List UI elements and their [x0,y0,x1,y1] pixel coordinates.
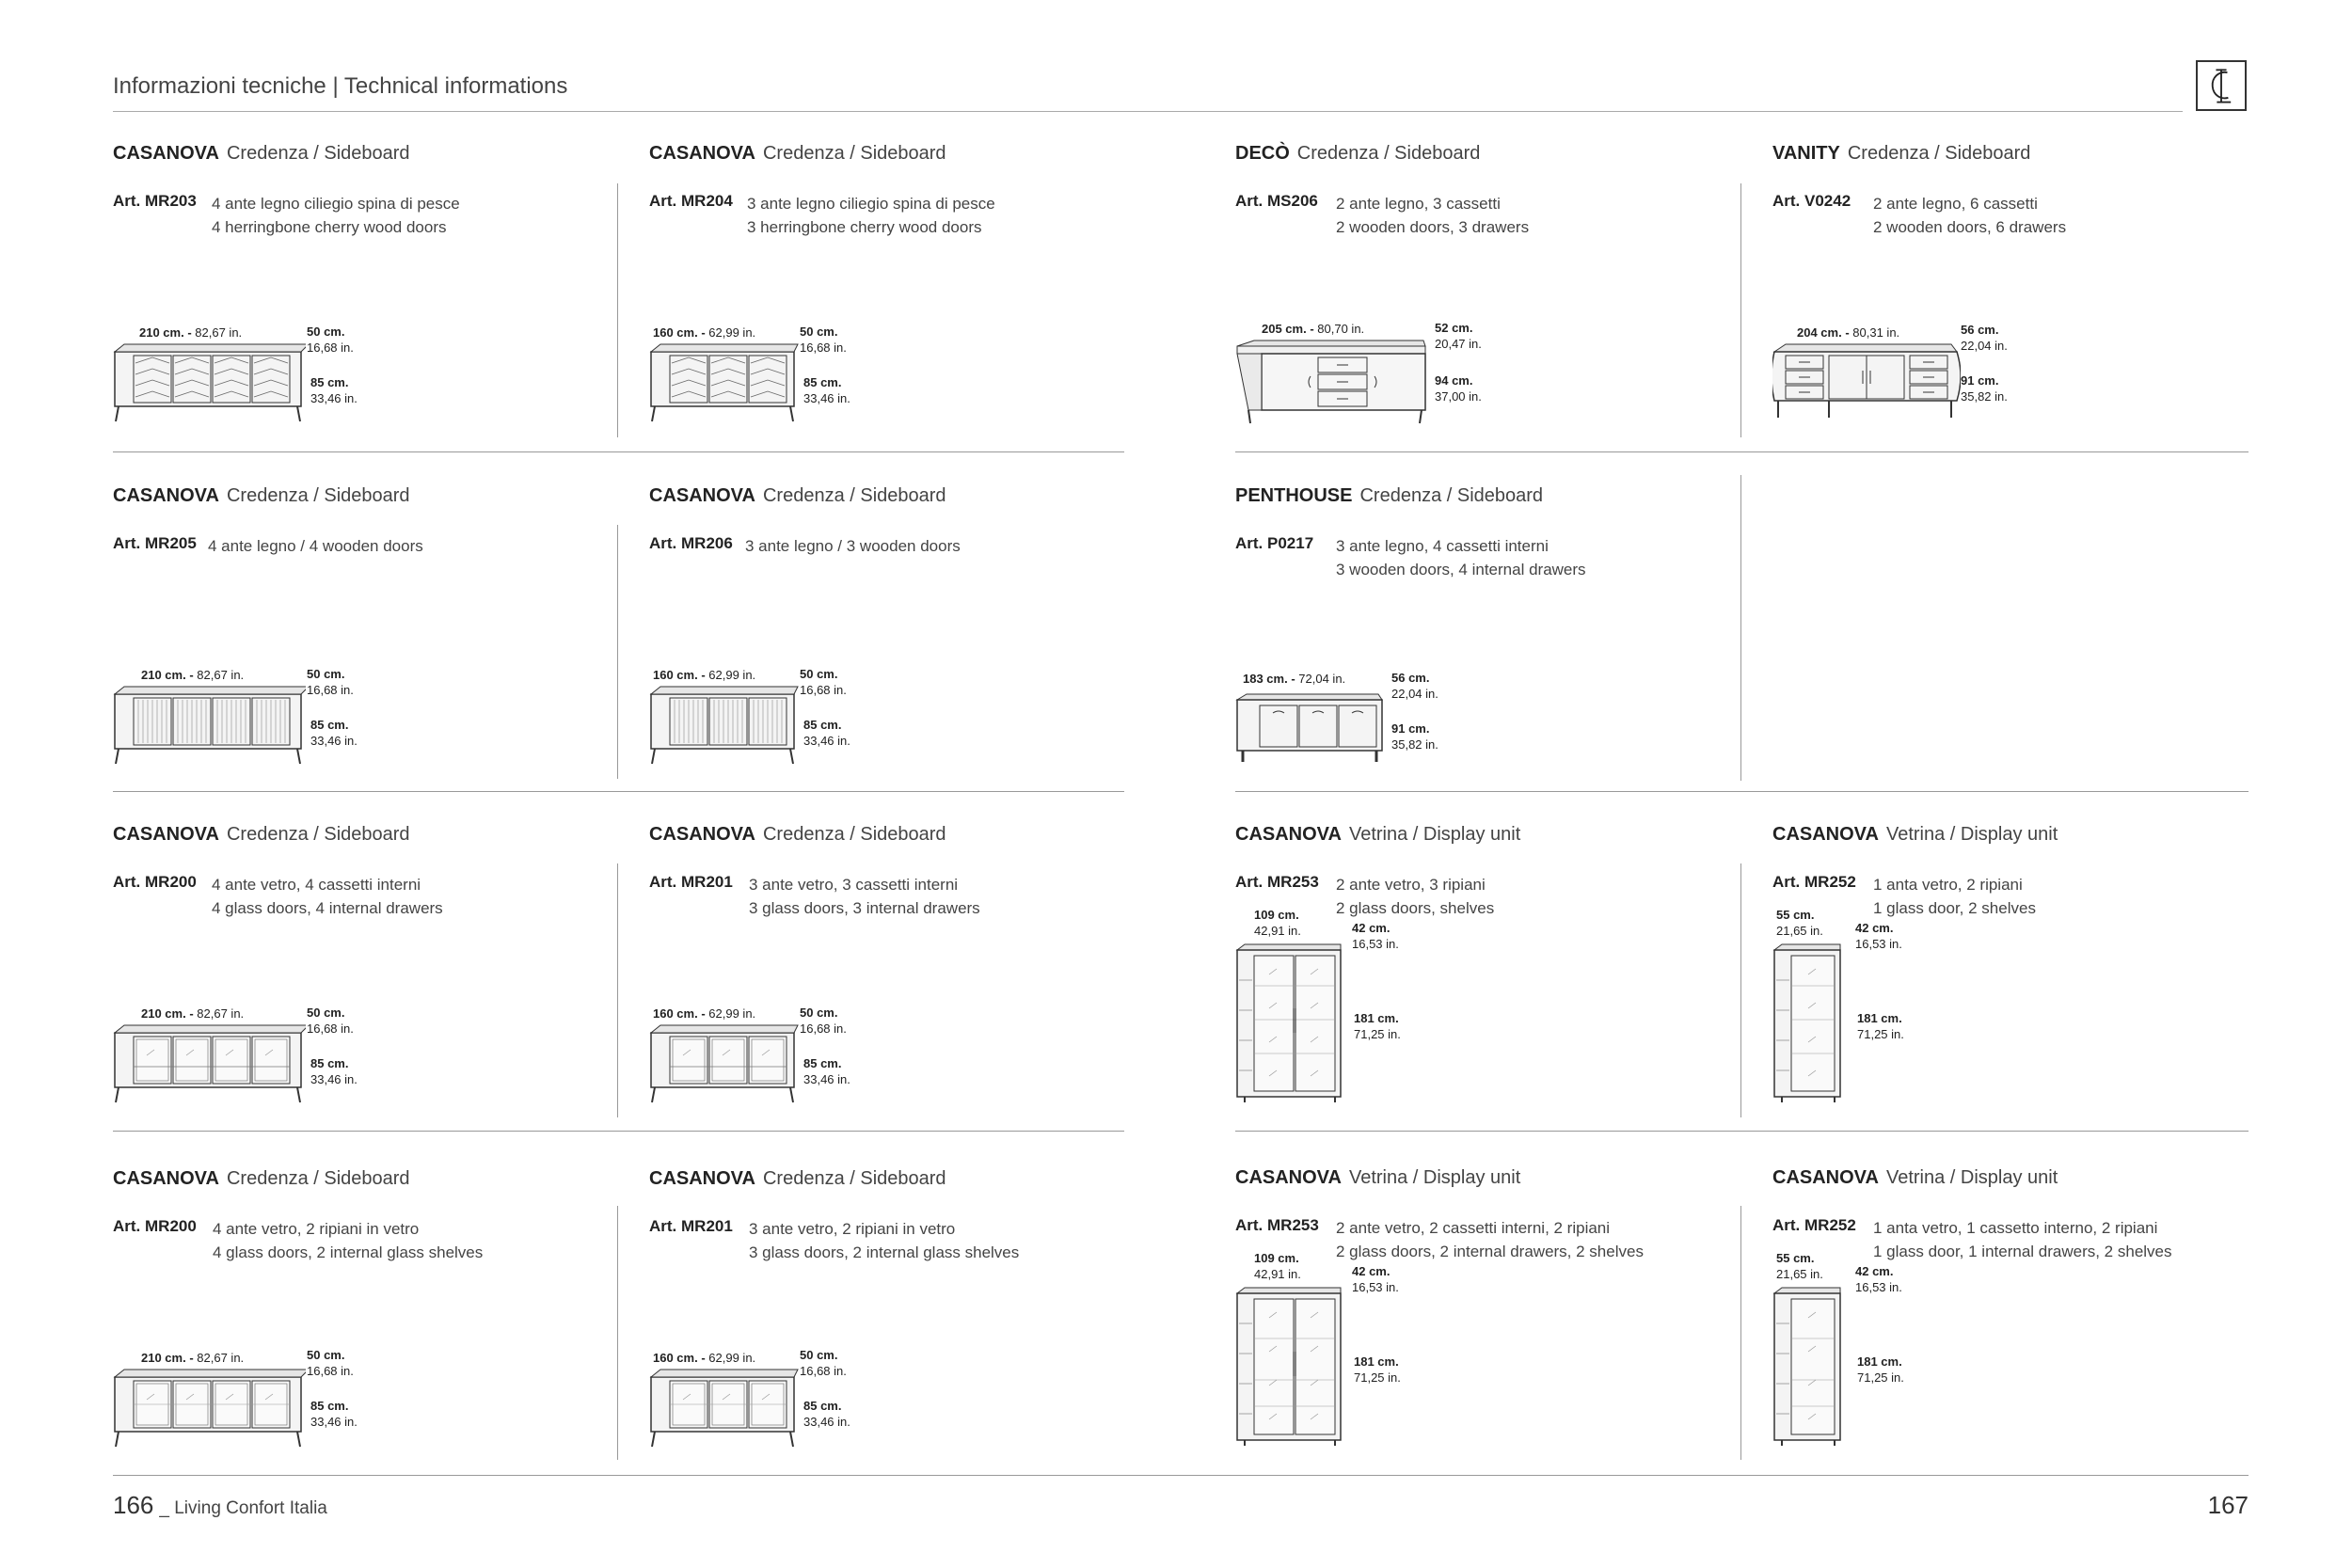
product-description [1873,192,2066,239]
dim-width: 160 cm. - 62,99 in. [653,1006,756,1021]
article-code: Art. P0217 [1235,534,1314,552]
description-it: 1 anta vetro, 2 ripiani [1873,876,2023,894]
dim-width: 210 cm. - 82,67 in. [141,668,245,682]
article-code: Art. MR203 [113,192,197,210]
description-en: 2 wooden doors, 6 drawers [1873,218,2067,236]
row-separator [113,451,1124,452]
sideboard-vanity-drawing [1772,342,1961,423]
description-en: 1 glass door, 1 internal drawers, 2 shelves [1873,1243,2172,1260]
description-en: 2 glass doors, shelves [1336,899,1495,917]
product-title [649,143,946,165]
brand-name: CASANOVA [113,485,219,506]
product-title [113,1168,410,1190]
article-code: Art. MR204 [649,192,733,210]
product-card-mr253-shelves [1235,801,1724,1121]
product-title [1235,824,1520,846]
product-type: Vetrina / Display unit [1885,824,2058,845]
description-it: 3 ante legno / 3 wooden doors [745,537,961,555]
product-description [1873,1216,2172,1263]
product-description [212,192,460,239]
sideboard-wooden-doors-drawing [113,685,306,766]
description-en: 3 wooden doors, 4 internal drawers [1336,561,1586,578]
dim-height: 85 cm. 33,46 in. [310,375,358,405]
brand-name: CASANOVA [649,824,755,845]
brand-name: CASANOVA [1235,824,1342,845]
product-type: Credenza / Sideboard [226,1168,410,1189]
product-description [1336,534,1586,581]
row-separator [113,1131,1124,1132]
brand-name: PENTHOUSE [1235,485,1353,506]
column-separator [617,525,618,779]
product-type: Credenza / Sideboard [762,485,946,506]
sideboard-penthouse-drawing [1235,692,1386,766]
column-separator [617,863,618,1117]
product-type: Credenza / Sideboard [762,143,946,164]
article-code: Art. MR252 [1772,1216,1856,1234]
description-en: 4 herringbone cherry wood doors [212,218,447,236]
product-title [1772,143,2030,165]
product-description [212,873,443,920]
dim-depth: 50 cm. 16,68 in. [800,1348,847,1378]
product-type: Credenza / Sideboard [226,824,410,845]
product-description [208,534,423,558]
column-separator [1740,475,1741,781]
product-card-mr203 [113,120,602,440]
dim-height: 85 cm. 33,46 in. [803,1399,850,1429]
product-description [1336,873,1494,920]
dim-width: 109 cm. 42,91 in. [1254,1251,1301,1281]
sideboard-glass-doors-drawing [649,1023,800,1104]
product-card-mr200-drawers [113,801,602,1121]
dim-height: 91 cm. 35,82 in. [1961,373,2008,404]
article-code: Art. MR205 [113,534,197,552]
product-card-mr252-drawers [1772,1145,2262,1465]
product-title [1772,824,2058,846]
sideboard-wooden-doors-drawing [649,685,800,766]
product-title [649,1168,946,1190]
product-description [747,192,995,239]
dim-depth: 50 cm. 16,68 in. [800,1006,847,1036]
description-en: 1 glass door, 2 shelves [1873,899,2036,917]
article-code: Art. MR206 [649,534,733,552]
dim-width: 210 cm. - 82,67 in. [141,1351,245,1365]
description-en: 2 wooden doors, 3 drawers [1336,218,1530,236]
dim-height: 181 cm. 71,25 in. [1354,1011,1401,1041]
dim-height: 85 cm. 33,46 in. [803,718,850,748]
article-code: Art. MR201 [649,1217,733,1235]
column-separator [1740,183,1741,437]
product-title [1235,1167,1520,1189]
dim-depth: 50 cm. 16,68 in. [307,667,354,697]
dim-height: 85 cm. 33,46 in. [310,718,358,748]
article-code: Art. MR252 [1772,873,1856,891]
dim-depth: 50 cm. 16,68 in. [307,1348,354,1378]
product-type: Credenza / Sideboard [762,1168,946,1189]
product-card-mr201-drawers [649,801,1138,1121]
description-it: 2 ante legno, 3 cassetti [1336,195,1501,213]
article-code: Art. MR200 [113,1217,197,1235]
product-description [749,873,980,920]
sideboard-glass-shelves-drawing [113,1368,306,1449]
product-card-mr201-glass-shelves [649,1146,1138,1465]
row-separator [1235,1131,2249,1132]
dim-height: 85 cm. 33,46 in. [310,1399,358,1429]
product-description [749,1217,1019,1264]
dim-depth: 42 cm. 16,53 in. [1352,921,1399,951]
row-separator [1235,791,2249,792]
footer-brand: _ Living Confort Italia [159,1498,327,1518]
display-unit-one-door-drawing [1772,1286,1848,1448]
description-it: 2 ante vetro, 3 ripiani [1336,876,1486,894]
display-unit-two-doors-drawing [1235,942,1348,1104]
page-header-title: Informazioni tecniche | Technical informations [113,73,568,99]
display-unit-one-door-drawing [1772,942,1848,1104]
dim-width: 109 cm. 42,91 in. [1254,908,1301,938]
product-type: Credenza / Sideboard [1847,143,2031,164]
brand-name: CASANOVA [1772,1167,1879,1188]
dim-depth: 50 cm. 16,68 in. [800,325,847,355]
dim-width: 55 cm. 21,65 in. [1776,908,1823,938]
product-description [1336,1216,1644,1263]
column-separator [617,183,618,437]
description-en: 3 glass doors, 3 internal drawers [749,899,980,917]
dim-height: 91 cm. 35,82 in. [1391,721,1438,752]
dim-height: 85 cm. 33,46 in. [803,1056,850,1086]
sideboard-herringbone-drawing [649,342,800,423]
product-card-mr205 [113,463,602,783]
dim-width: 210 cm. - 82,67 in. [141,1006,245,1021]
dim-depth: 50 cm. 16,68 in. [800,667,847,697]
brand-name: CASANOVA [1772,824,1879,845]
product-title [113,485,410,507]
column-separator [1740,863,1741,1117]
dim-width: 183 cm. - 72,04 in. [1243,672,1346,686]
article-code: Art. MR253 [1235,873,1319,891]
product-description [1873,873,2036,920]
row-separator [113,791,1124,792]
dim-width: 204 cm. - 80,31 in. [1797,325,1900,340]
description-it: 3 ante vetro, 2 ripiani in vetro [749,1220,956,1238]
description-en: 3 glass doors, 2 internal glass shelves [749,1243,1020,1261]
description-en: 4 glass doors, 2 internal glass shelves [213,1243,484,1261]
product-title [649,485,946,507]
dim-width: 210 cm. - 82,67 in. [139,325,243,340]
sideboard-glass-shelves-drawing [649,1368,800,1449]
brand-name: VANITY [1772,143,1840,164]
dim-depth: 42 cm. 16,53 in. [1855,1264,1902,1294]
product-description [1336,192,1529,239]
dim-width: 160 cm. - 62,99 in. [653,1351,756,1365]
dim-width: 160 cm. - 62,99 in. [653,668,756,682]
product-type: Vetrina / Display unit [1348,824,1521,845]
dim-height: 181 cm. 71,25 in. [1857,1354,1904,1385]
brand-name: CASANOVA [649,143,755,164]
dim-depth: 56 cm. 22,04 in. [1391,671,1438,701]
article-code: Art. MR253 [1235,1216,1319,1234]
product-title [649,824,946,846]
brand-name: CASANOVA [1235,1167,1342,1188]
dim-height: 85 cm. 33,46 in. [803,375,850,405]
description-it: 2 ante vetro, 2 cassetti interni, 2 ripiani [1336,1219,1611,1237]
brand-logo [2196,60,2247,111]
product-type: Vetrina / Display unit [1348,1167,1521,1188]
dim-depth: 56 cm. 22,04 in. [1961,323,2008,353]
article-code: Art. V0242 [1772,192,1851,210]
brand-name: CASANOVA [113,1168,219,1189]
article-code: Art. MS206 [1235,192,1318,210]
sideboard-glass-doors-drawing [113,1023,306,1104]
brand-name: CASANOVA [649,1168,755,1189]
page-number-left: 166 [113,1491,154,1519]
page-number-right: 167 [2207,1491,2249,1519]
dim-height: 181 cm. 71,25 in. [1354,1354,1401,1385]
dim-depth: 52 cm. 20,47 in. [1435,321,1482,351]
brand-name: DECÒ [1235,143,1290,164]
dim-height: 85 cm. 33,46 in. [310,1056,358,1086]
product-description [745,534,961,558]
display-unit-two-doors-drawing [1235,1286,1348,1448]
description-it: 4 ante legno ciliegio spina di pesce [212,195,460,213]
description-it: 3 ante legno, 4 cassetti interni [1336,537,1549,555]
product-card-mr204 [649,120,1138,440]
product-card-mr252-shelves [1772,801,2262,1121]
row-separator [1235,451,2249,452]
description-en: 3 herringbone cherry wood doors [747,218,982,236]
product-title [1772,1167,2058,1189]
brand-name: CASANOVA [649,485,755,506]
dim-width: 205 cm. - 80,70 in. [1262,322,1365,336]
product-type: Credenza / Sideboard [762,824,946,845]
product-type: Vetrina / Display unit [1885,1167,2058,1188]
dim-depth: 42 cm. 16,53 in. [1855,921,1902,951]
product-type: Credenza / Sideboard [226,143,410,164]
product-card-mr206 [649,463,1138,783]
description-it: 1 anta vetro, 1 cassetto interno, 2 ripiani [1873,1219,2158,1237]
product-card-p0217 [1235,463,1724,783]
dim-height: 181 cm. 71,25 in. [1857,1011,1904,1041]
product-title [1235,485,1543,507]
description-it: 3 ante vetro, 3 cassetti interni [749,876,959,894]
product-type: Credenza / Sideboard [226,485,410,506]
dim-height: 94 cm. 37,00 in. [1435,373,1482,404]
product-title [113,143,410,165]
product-type: Credenza / Sideboard [1296,143,1481,164]
footer-rule [113,1475,2249,1476]
product-card-ms206 [1235,120,1724,440]
description-it: 4 ante vetro, 2 ripiani in vetro [213,1220,420,1238]
description-en: 4 glass doors, 4 internal drawers [212,899,443,917]
product-title [1235,143,1480,165]
product-card-mr253-drawers [1235,1145,1724,1465]
dim-width: 160 cm. - 62,99 in. [653,325,756,340]
article-code: Art. MR200 [113,873,197,891]
description-it: 4 ante vetro, 4 cassetti interni [212,876,421,894]
dim-depth: 50 cm. 16,68 in. [307,1006,354,1036]
dim-depth: 50 cm. 16,68 in. [307,325,354,355]
header-rule [113,111,2183,112]
product-type: Credenza / Sideboard [1359,485,1544,506]
product-description [213,1217,483,1264]
dim-width: 55 cm. 21,65 in. [1776,1251,1823,1281]
logo-monogram-icon [2198,62,2245,109]
sideboard-deco-drawing [1235,339,1433,425]
product-card-v0242 [1772,120,2262,440]
brand-name: CASANOVA [113,143,219,164]
product-title [113,824,410,846]
description-it: 4 ante legno / 4 wooden doors [208,537,423,555]
description-it: 3 ante legno ciliegio spina di pesce [747,195,995,213]
column-separator [1740,1206,1741,1460]
dim-depth: 42 cm. 16,53 in. [1352,1264,1399,1294]
sideboard-herringbone-drawing [113,342,306,423]
article-code: Art. MR201 [649,873,733,891]
footer-left [113,1491,327,1520]
brand-name: CASANOVA [113,824,219,845]
description-it: 2 ante legno, 6 cassetti [1873,195,2038,213]
description-en: 2 glass doors, 2 internal drawers, 2 shelves [1336,1243,1644,1260]
column-separator [617,1206,618,1460]
product-card-mr200-glass-shelves [113,1146,602,1465]
